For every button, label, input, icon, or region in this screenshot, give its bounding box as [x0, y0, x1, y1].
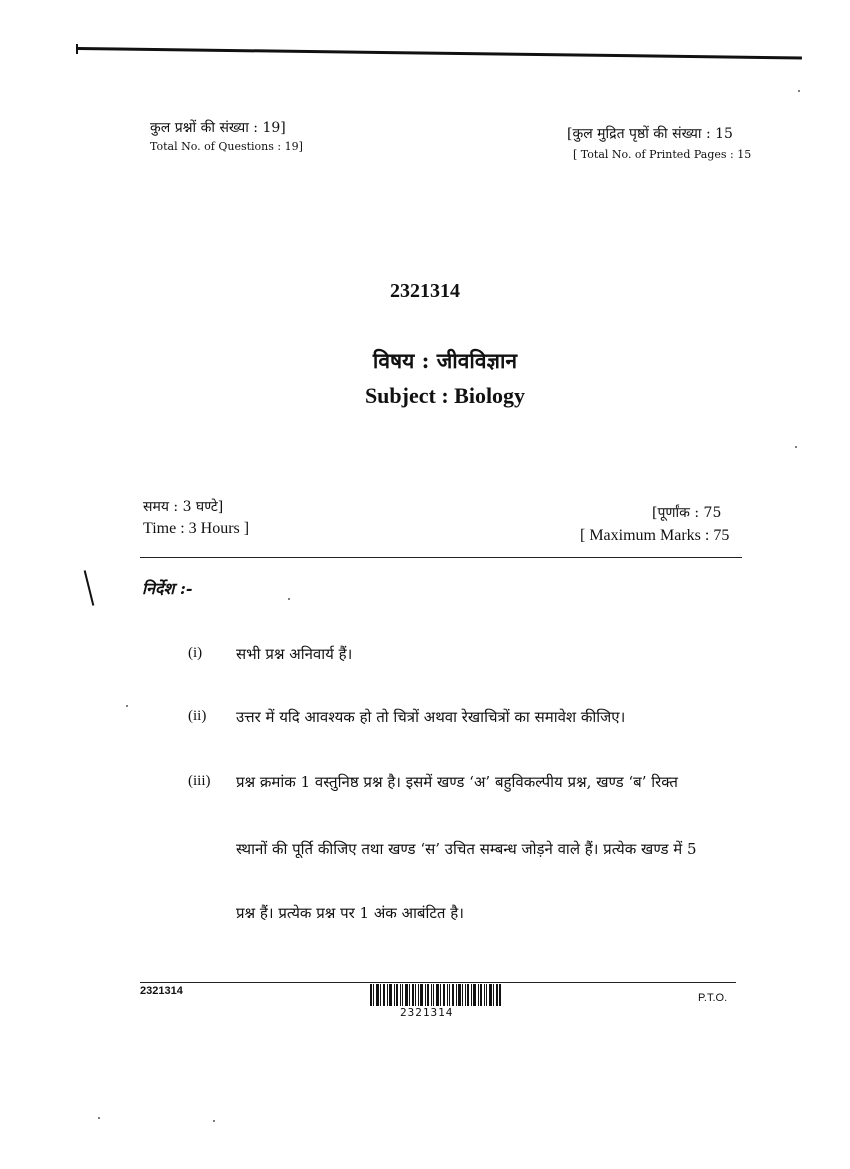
instruction-number: (iii) — [188, 773, 211, 789]
printed-pages-hindi: [कुल मुद्रित पृष्ठों की संख्या : 15 — [567, 126, 733, 142]
instruction-text-line-1: प्रश्न क्रमांक 1 वस्तुनिष्ठ प्रश्न है। इसमें खण्ड ‘अ’ बहुविकल्पीय प्रश्न, खण्ड ‘ब’ रिक्त — [236, 773, 678, 791]
footer-divider — [140, 982, 736, 983]
instruction-text: उत्तर में यदि आवश्यक हो तो चित्रों अथवा रेखाचित्रों का समावेश कीजिए। — [236, 708, 626, 726]
barcode-number: 2321314 — [400, 1006, 454, 1019]
scan-speck — [126, 705, 128, 707]
subject-english: Subject : Biology — [364, 383, 526, 408]
scan-speck — [798, 90, 800, 92]
subject-hindi: विषय : जीवविज्ञान — [372, 348, 518, 373]
max-marks-hindi: [पूर्णांक : 75 — [652, 505, 722, 521]
instruction-text-line-3: प्रश्न हैं। प्रत्येक प्रश्न पर 1 अंक आबंटित है। — [236, 904, 464, 922]
instruction-number: (i) — [188, 645, 203, 661]
instruction-text-line-2: स्थानों की पूर्ति कीजिए तथा खण्ड ‘स’ उचित सम्बन्ध जोड़ने वाले हैं। प्रत्येक खण्ड में 5 — [236, 840, 697, 858]
scan-speck — [213, 1120, 215, 1122]
max-marks-english: [ Maximum Marks : 75 — [580, 527, 730, 544]
time-english: Time : 3 Hours ] — [143, 520, 250, 537]
pto-label: P.T.O. — [698, 992, 728, 1004]
scan-speck — [98, 1117, 100, 1119]
top-border-line — [78, 47, 802, 59]
scan-speck — [795, 446, 797, 448]
barcode-image — [370, 984, 501, 1006]
printed-pages-english: [ Total No. of Printed Pages : 15 — [573, 148, 752, 161]
footer-paper-code: 2321314 — [140, 985, 183, 997]
instruction-text: सभी प्रश्न अनिवार्य हैं। — [236, 645, 353, 663]
header-divider — [140, 557, 742, 558]
total-questions-hindi: कुल प्रश्नों की संख्या : 19] — [150, 120, 286, 136]
paper-code: 2321314 — [390, 280, 460, 302]
total-questions-english: Total No. of Questions : 19] — [150, 140, 303, 153]
instruction-number: (ii) — [188, 708, 207, 724]
margin-pen-mark — [84, 570, 95, 605]
scan-speck — [288, 598, 290, 600]
time-hindi: समय : 3 घण्टे] — [143, 499, 224, 515]
instructions-heading: निर्देश :- — [142, 579, 193, 598]
